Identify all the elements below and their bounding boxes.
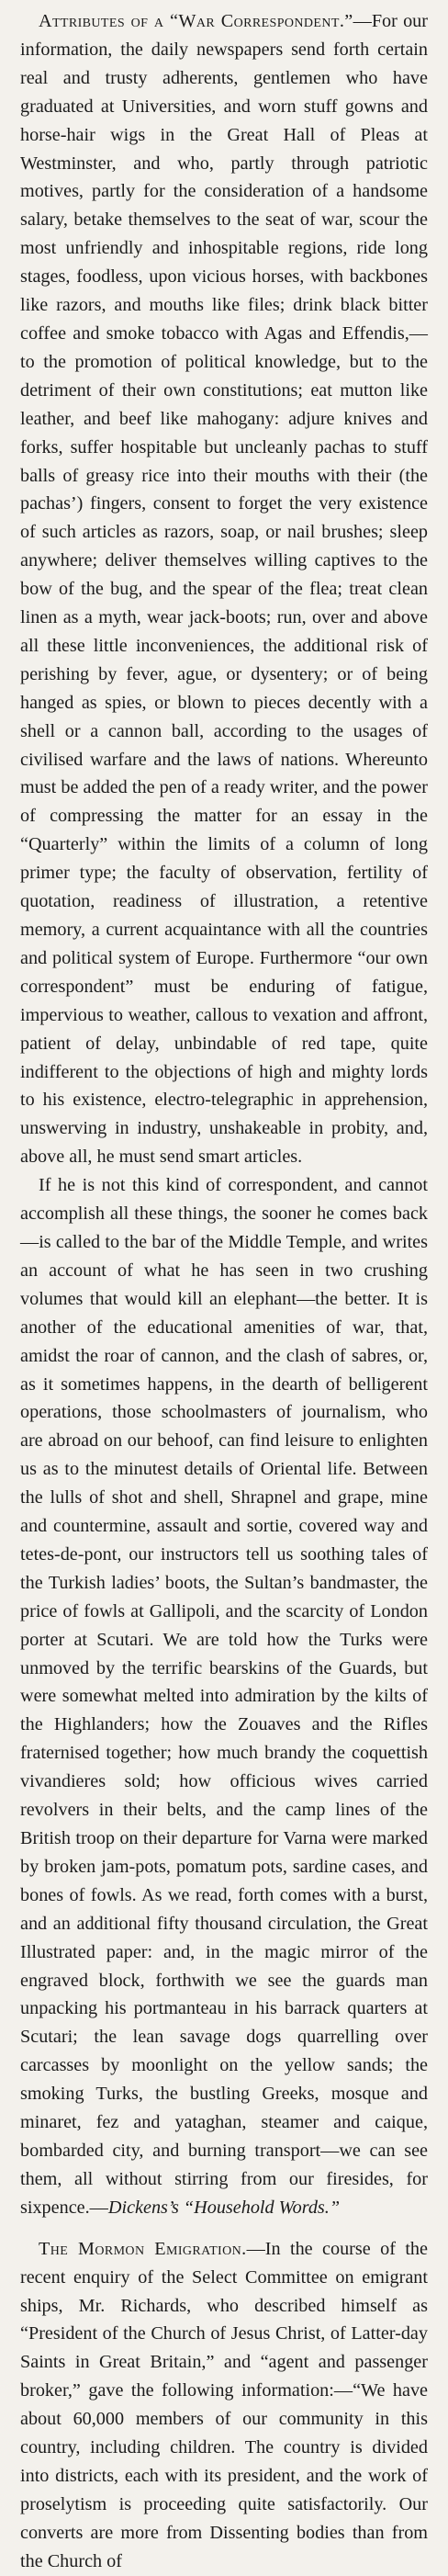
article-body-paragraph-1: —For our information, the daily newspapers send forth certain real and trusty adherents, gentlemen who have graduated at Universities, and worn stuff gowns and horse-hair wigs in the Great Hall of Pleas at Westminster, and who, partly through patriotic motives, partly for the consideration of a handsome salary, betake themselves to the seat of war, scour the most unfriendly and inhospitable regions, ride long stages, foodless, upon vicious horses, with backbones like razors, and mouths like files; drink black bitter coffee and smoke tobacco with Agas and Effendis,—to the promotion of political knowledge, but to the detriment of their own constitutions; eat mutton like leather, and beef like mahogany: adjure knives and forks, suffer hospitable but uncleanly pachas to stuff balls of greasy rice into their mouths with their (the pachas’) fingers, consent to forget the very existence of such articles as razors, soap, or nail brushes; sleep anywhere; deliver themselves willing captives to the bow of the bug, and the spear of the flea; treat clean linen as a myth, wear jack-boots; run, over and above all these little inconveniences, the additional risk of perishing by fever, ague, or dysentery; or of being hanged as spies, or blown to pieces decently with a shell or a cannon ball, according to the usages of civilised warfare and the laws of nations. Whereunto must be added the pen of a ready writer, and the power of compressing the matter for an essay in the “Quarterly” within the limits of a column of long primer type; the faculty of observation, fertility of quotation, readiness of illustration, a retentive memory, a current acquaintance with all the countries and political system of Europe. Furthermore “our own correspondent” must be enduring of fatigue, impervious to weather, callous to vexation and affront, patient of delay, unbindable of red tape, quite indifferent to the objections of high and mighty lords to his existence, electro-telegraphic in apprehension, unswerving in industry, unshakeable in probity, and, above all, he must send smart articles. (20, 11, 428, 1168)
article-body-mormon: —In the course of the recent enquiry of the Select Committee on emigrant ships, Mr. Richards, who described himself as “President of the Church of Jesus Christ, of Latter-day Saints in Great Britain,” and “agent and passenger broker,” gave the following information:—“We have about 60,000 members of our community in this country, including children. The country is divided into districts, each with its president, and the work of proselytism is proceeding quite satisfactorily. Our converts are more from Dissenting bodies than from the Church of (20, 2238, 428, 2571)
article-source-attribution: Dickens’s “Household Words.” (107, 2197, 341, 2218)
article-heading-war-correspondent: Attributes of a “War Correspondent.” (39, 11, 353, 31)
article-body-paragraph-2: If he is not this kind of correspondent, and cannot accomplish all these things, the sooner he comes back—is called to the bar of the Middle Temple, and writes an account of what he has seen in two crushing volumes that would kill an elephant—the better. It is another of the educational amenities of war, that, amidst the roar of cannon, and the clash of sabres, or, as it sometimes happens, in the dearth of belligerent operations, those schoolmasters of journalism, who are abroad on our behoof, can find leisure to enlighten us as to the minutest details of Oriental life. Between the lulls of shot and shell, Shrapnel and grape, mine and countermine, assault and sortie, covered way and tetes-de-pont, our instructors tell us soothing tales of the Turkish ladies’ boots, the Sultan’s bandmaster, the price of fowls at Gallipoli, and the scarcity of London porter at Scutari. We are told how the Turks were unmoved by the terrific bearskins of the Guards, but were somewhat melted into admiration by the kilts of the Highlanders; how the Zouaves and the Rifles fraternised together; how much brandy the coquettish vivandieres sold; how officious wives carried revolvers in their belts, and the camp lines of the British troop on their departure for Varna were marked by broken jam-pots, pomatum pots, sardine cases, and bones of fowls. As we read, forth comes with a burst, and an additional fifty thousand circulation, the Great Illustrated paper: and, in the magic mirror of the engraved block, forthwith we see the guards man unpacking his portmanteau in his barrack quarters at Scutari; the lean savage dogs quarrelling over carcasses by moonlight on the yellow sands; the smoking Turks, the bustling Greeks, mosque and minaret, fez and yataghan, steamer and caique, bombarded city, and burning transport—we can see them, all without stirring from our firesides, for sixpence.— (20, 1175, 428, 2218)
article-war-correspondent-continuation (20, 1171, 428, 2222)
article-heading-mormon-emigration: The Mormon Emigration. (39, 2238, 247, 2259)
article-war-correspondent-intro (20, 7, 428, 1171)
article-mormon-emigration (20, 2235, 428, 2576)
